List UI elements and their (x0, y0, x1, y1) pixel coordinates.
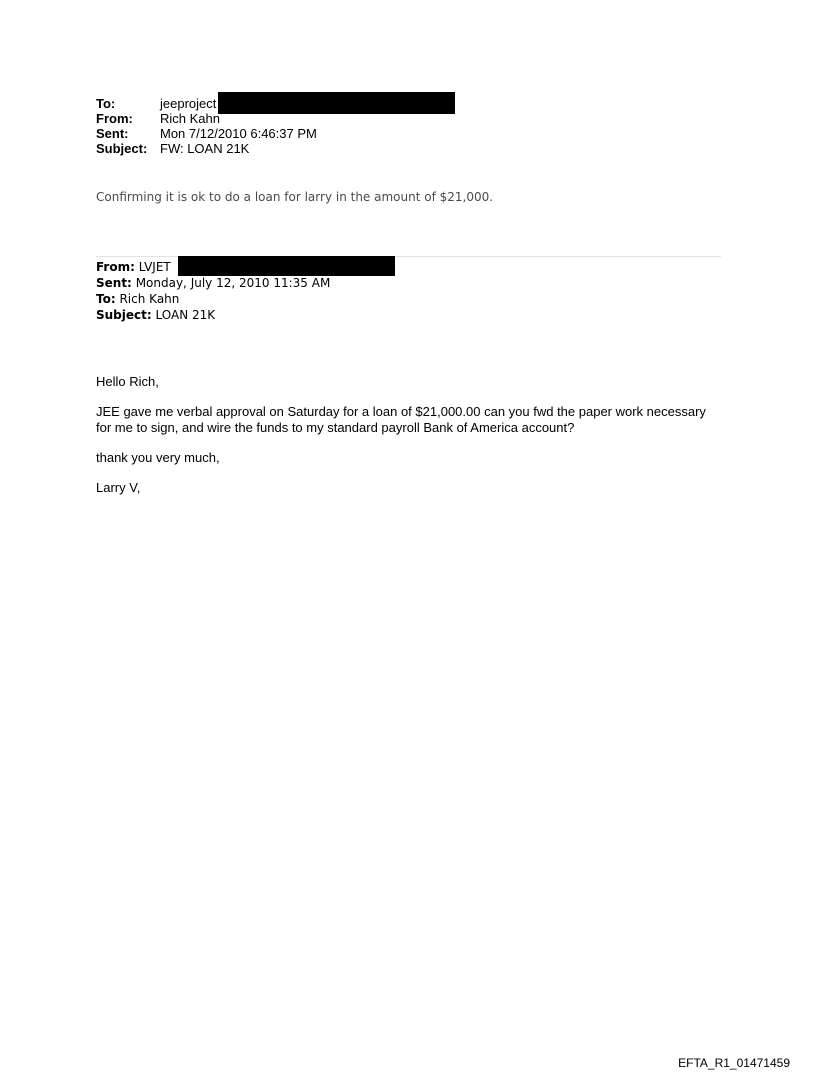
fwd-to-label: To: (96, 292, 116, 306)
sent-row (96, 126, 317, 141)
sent-value: Mon 7/12/2010 6:46:37 PM (160, 126, 317, 141)
message-paragraph: JEE gave me verbal approval on Saturday for a loan of $21,000.00 can you fwd the paper work necessary for me to sign, and wire the funds to my standard payroll Bank of America account? (96, 404, 706, 435)
to-row (96, 96, 317, 111)
fwd-sent-row (96, 275, 330, 291)
fwd-to-value: Rich Kahn (119, 292, 180, 306)
fwd-sent-value: Monday, July 12, 2010 11:35 AM (135, 276, 331, 290)
from-value: Rich Kahn (160, 111, 220, 126)
sent-label: Sent: (96, 126, 129, 141)
email-body: Confirming it is ok to do a loan for larry in the amount of $21,000. (96, 190, 494, 204)
greeting: Hello Rich, (96, 374, 159, 389)
closing: thank you very much, (96, 450, 220, 465)
from-row (96, 111, 317, 126)
subject-value: FW: LOAN 21K (160, 141, 250, 156)
signature: Larry V, (96, 480, 141, 495)
fwd-from-value: LVJET (138, 260, 171, 274)
subject-row (96, 141, 317, 156)
forwarded-header (96, 259, 330, 323)
forwarded-message-body (96, 374, 716, 510)
fwd-subject-label: Subject: (96, 308, 152, 322)
to-label: To: (96, 96, 116, 111)
subject-label: Subject: (96, 141, 148, 156)
to-value: jeeproject (160, 96, 217, 111)
fwd-to-row (96, 291, 330, 307)
fwd-from-label: From: (96, 260, 135, 274)
fwd-subject-value: LOAN 21K (155, 308, 216, 322)
redaction-box (178, 256, 395, 276)
email-header (96, 96, 317, 156)
from-label: From: (96, 111, 133, 126)
document-id: EFTA_R1_01471459 (678, 1056, 790, 1070)
fwd-from-row (96, 259, 330, 275)
fwd-subject-row (96, 307, 330, 323)
fwd-sent-label: Sent: (96, 276, 132, 290)
